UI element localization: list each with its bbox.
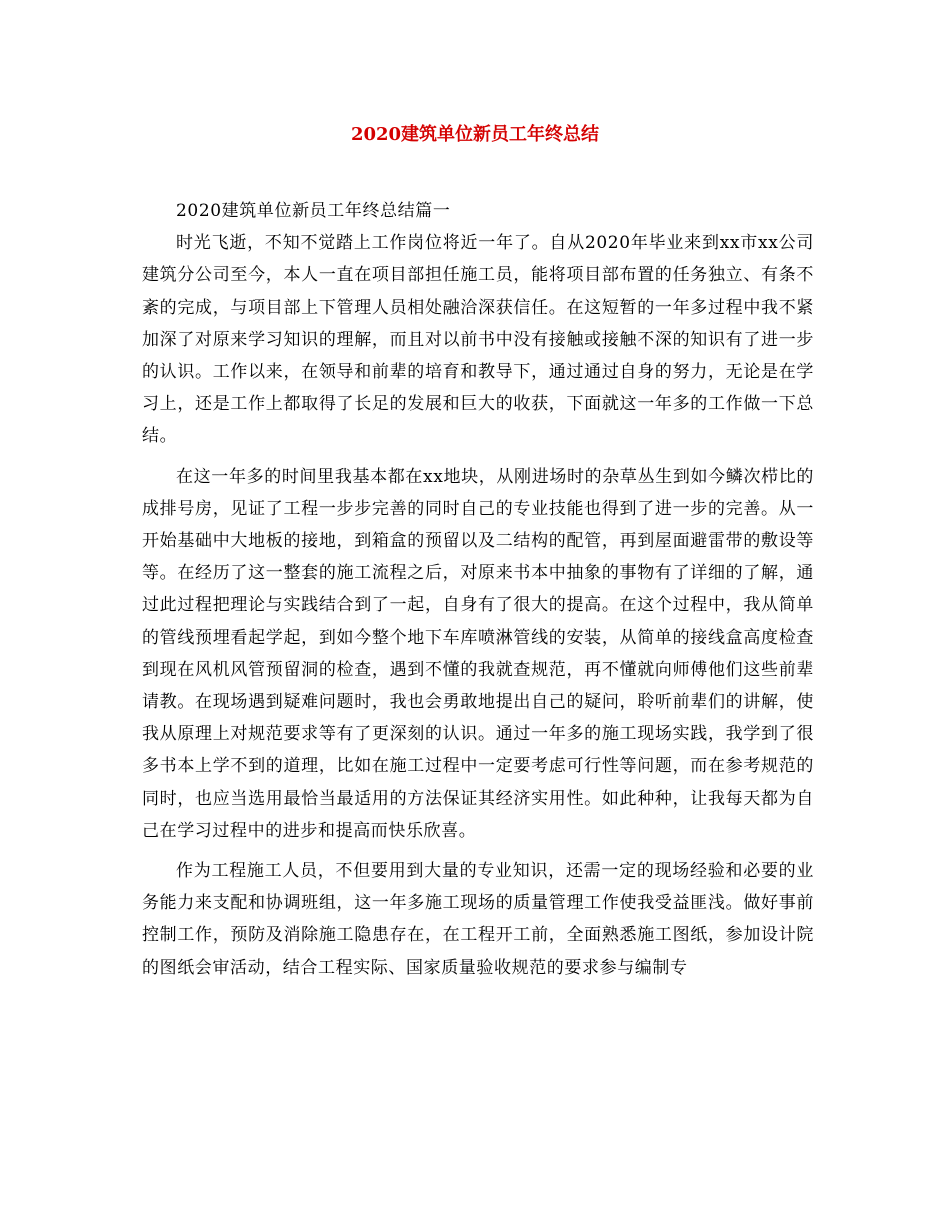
- paragraph-3: 作为工程施工人员，不但要用到大量的专业知识，还需一定的现场经验和必要的业务能力来支配和协调班组，这一年多施工现场的质量管理工作使我受益匪浅。做好事前控制工作，预防及消除施工隐患存在，在工程开工前，全面熟悉施工图纸，参加设计院的图纸会审活动，结合工程实际、国家质量验收规范的要求参与编制专: [142, 861, 814, 978]
- section-heading: 2020建筑单位新员工年终总结篇一: [176, 201, 451, 221]
- paragraph-1: 时光飞逝，不知不觉踏上工作岗位将近一年了。自从2020年毕业来到xx市xx公司建筑分公司至今，本人一直在项目部担任施工员，能将项目部布置的任务独立、有条不紊的完成，与项目部上下管理人员相处融洽深获信任。在这短暂的一年多过程中我不紧加深了对原来学习知识的理解，而且对以前书中没有接触或接触不深的知识有了进一步的认识。工作以来，在领导和前辈的培育和教导下，通过通过自身的努力，无论是在学习上，还是工作上都取得了长足的发展和巨大的收获，下面就这一年多的工作做一下总结。: [142, 233, 814, 447]
- document-body: [142, 195, 814, 984]
- document-title: 2020建筑单位新员工年终总结: [350, 124, 600, 145]
- paragraph-2: 在这一年多的时间里我基本都在xx地块，从刚进场时的杂草丛生到如今鳞次栉比的成排号房，见证了工程一步步完善的同时自己的专业技能也得到了进一步的完善。从一开始基础中大地板的接地，到箱盒的预留以及二结构的配管，再到屋面避雷带的敷设等等。在经历了这一整套的施工流程之后，对原来书本中抽象的事物有了详细的了解，通过此过程把理论与实践结合到了一起，自身有了很大的提高。在这个过程中，我从简单的管线预埋看起学起，到如今整个地下车库喷淋管线的安装，从简单的接线盒高度检查到现在风机风管预留洞的检查，遇到不懂的我就查规范，再不懂就向师傅他们这些前辈请教。在现场遇到疑难问题时，我也会勇敢地提出自己的疑问，聆听前辈们的讲解，使我从原理上对规范要求等有了更深刻的认识。通过一年多的施工现场实践，我学到了很多书本上学不到的道理，比如在施工过程中一定要考虑可行性等问题，而在参考规范的同时，也应当选用最恰当最适用的方法保证其经济实用性。如此种种，让我每天都为自己在学习过程中的进步和提高而快乐欣喜。: [142, 466, 814, 841]
